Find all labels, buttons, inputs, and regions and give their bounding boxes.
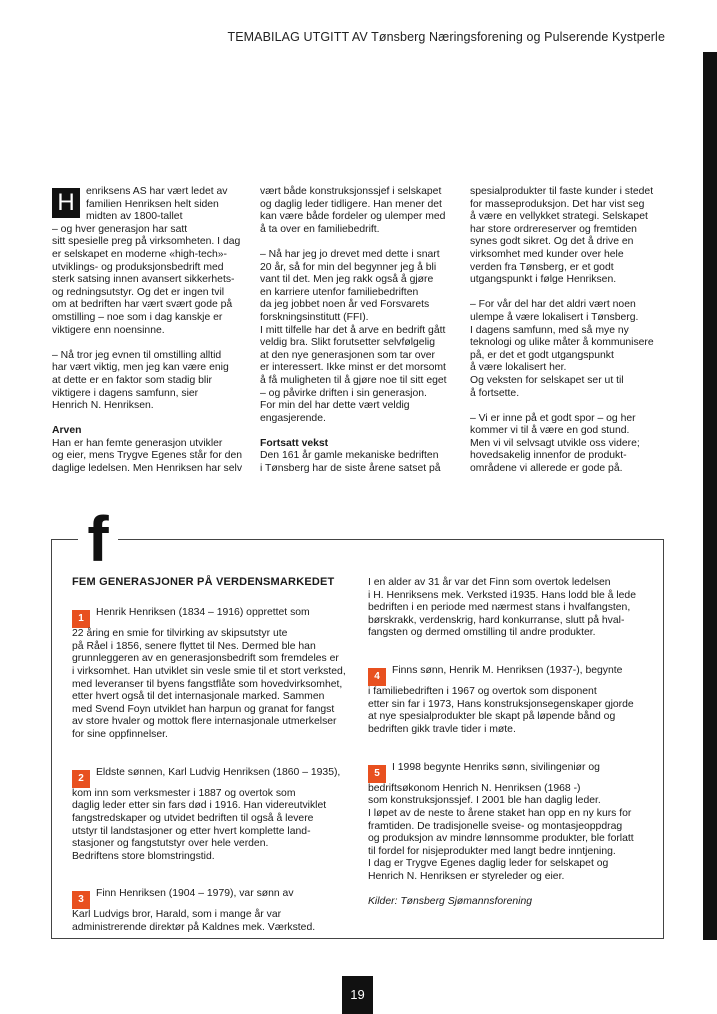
generation-entry: [368, 653, 642, 737]
page-number: 19: [342, 976, 373, 1014]
generation-entry: [72, 595, 346, 742]
article-column-1: [52, 186, 248, 488]
article-paragraph: spesialprodukter til faste kunder i stedet for masseproduksjon. Det har vist seg å være en vellykket strategi. Selskapet har store ordrereserver og fremtiden synes godt sikret. Og det å drive en virksomhet med kunder over hele verden fra Tønsberg, er et godt utgangspunkt i følge Henriksen.: [470, 186, 654, 286]
entry-text: Finns sønn, Henrik M. Henriksen (1937-), begynte i familiebedriften i 1967 og overtok som disponent etter sin far i 1973, Hans konstruksjonsegenskaper gjorde at nye spesialprodukter ble skapt på løpende bånd og bedriften gikk travle tider i møte.: [368, 665, 634, 735]
number-badge: 3: [72, 891, 90, 909]
entry-text: Eldste sønnen, Karl Ludvig Henriksen (1860 – 1935), kom inn som verksmester i 1887 og overtok som daglig leder etter sin fars død i 1916. Han videreutviklet fangstredskaper og utvidet bedriften til også å levere utstyr til landstasjoner og etter hvert komplette land- stasjoner og fangstutstyr over hele verden. Bedriftens store blomstringstid.: [72, 766, 341, 862]
article-paragraph: vært både konstruksjonssjef i selskapet og daglig leder tidligere. Han mener det kan være både fordeler og ulemper med å ta over en familiebedrift.: [260, 186, 446, 235]
number-badge: 5: [368, 765, 386, 783]
article-paragraph: – For vår del har det aldri vært noen ulempe å være lokalisert i Tønsberg. I dagens samfunn, med så mye ny teknologi og ulike måter å kommunisere på, er det et godt utgangspunkt å være lokalisert her. Og veksten for selskapet ser ut til å fortsette.: [470, 299, 654, 399]
article-paragraph: – Nå tror jeg evnen til omstilling alltid har vært viktig, men jeg kan være enig at dette er en faktor som stadig blir viktigere i dagens samfunn, sier Henrich N. Henriksen.: [52, 349, 229, 412]
number-badge: 4: [368, 668, 386, 686]
article-column-3: [470, 186, 666, 488]
generation-entry: [72, 754, 346, 863]
entry-text: Finn Henriksen (1904 – 1979), var sønn av Karl Ludvigs bror, Harald, som i mange år var administrerende direktør på Kaldnes mek. Værksted.: [72, 888, 316, 934]
fact-box-letter: f: [78, 508, 118, 570]
number-badge: 2: [72, 770, 90, 788]
number-badge: 1: [72, 610, 90, 628]
article-column-2: [260, 186, 456, 488]
entry-text: I 1998 begynte Henriks sønn, sivilingeniør og bedriftsøkonom Henrich N. Henriksen (1968 -) som konstruksjonssjef. I 2001 ble han daglig leder. I løpet av de neste to årene staket han opp en ny kurs for framtiden. De tradisjonelle sveise- og montasjeoppdrag og produksjon av mindre lønnsomme produkter, ble forlatt til fordel for nisjeprodukter med langt bedre inntjening. I dag er Trygve Egenes daglig leder for selskapet og Henrich N. Henriksen er styreleder og eier.: [368, 761, 634, 882]
subheading: Arven: [52, 425, 82, 437]
generation-entry: [72, 876, 346, 935]
source-credit: Kilder: Tønsberg Sjømannsforening: [368, 896, 533, 908]
entry-text: Henrik Henriksen (1834 – 1916) opprettet som 22 åring en smie for tilvirking av skipsutstyr ute på Råel i 1856, senere flyttet til Nes. Dermed ble han grunnleggeren av en generasjonsbedrift som fremdeles er i virksomhet. Han utviklet sin vesle smie til et stort verksted, med leveranser til byens fangstflåte som hovedvirksomhet, etter hvert også til det internasjonale marked. Sammen med Svend Foyn utviklet han harpun og granat for fangst av store hvaler og mottok flere internasjonale utmerkelser for sine oppfinnelser.: [72, 607, 346, 740]
subheading: Fortsatt vekst: [260, 437, 329, 449]
drop-cap: H: [52, 188, 80, 218]
article-paragraph: – Vi er inne på et godt spor – og her kommer vi til å være en god stund. Men vi vil selvsagt utvikle oss videre; hovedsakelig innenfor de produkt- områdene vi allerede er gode på.: [470, 412, 640, 475]
side-bar-decoration: [703, 52, 717, 940]
article-paragraph: Han er han femte generasjon utvikler og eier, mens Trygve Egenes står for den daglige ledelsen. Men Henriksen har selv: [52, 437, 243, 475]
fact-box-title: FEM GENERASJONER PÅ VERDENSMARKEDET: [72, 576, 335, 588]
generation-entry-continued: I en alder av 31 år var det Finn som overtok ledelsen i H. Henriksens mek. Verksted i1935. Hans lodd ble å lede bedriften i en periode med nærmest stans i hvalfangsten, børskrakk, verdenskrig, hard konkurranse, slutt på hval- fangsten og dermed omstilling til andre produkter.: [368, 577, 636, 639]
generation-entry: [368, 749, 642, 883]
article-paragraph: – Nå har jeg jo drevet med dette i snart 20 år, så for min del begynner jeg å bli vant til det. Men jeg rakk også å gjøre en karriere utenfor familiebedriften da jeg jobbet noen år ved Forsvarets forskningsinstitutt (FFI). I mitt tilfelle har det å arve en bedrift gått veldig bra. Slikt forutsetter selvfølgelig at den nye generasjonen som tar over er interessert. Ikke minst er det morsomt å få muligheten til å gjøre noe til sitt eget – og påvirke driften i sin generasjon. For min del har dette vært veldig engasjerende.: [260, 248, 447, 424]
fact-box-column-1: [72, 576, 346, 947]
page-header: TEMABILAG UTGITT AV Tønsberg Næringsforening og Pulserende Kystperle: [227, 30, 665, 44]
fact-box-column-2: [368, 577, 642, 909]
article-paragraph: Den 161 år gamle mekaniske bedriften i Tønsberg har de siste årene satset på: [260, 450, 441, 475]
article-paragraph: enriksens AS har vært ledet av familien Henriksen helt siden midten av 1800-tallet – og hver generasjon har satt sitt spesielle preg på virksomheten. I dag er selskapet en moderne «high-tech»- utviklings- og produksjonsbedrift med sterk satsing innen avansert sikkerhets- og redningsutstyr. Og det er ingen tvil om at bedriften har vært svært gode på omstilling – noe som i dag kanskje er viktigere enn noensinne.: [52, 186, 241, 336]
